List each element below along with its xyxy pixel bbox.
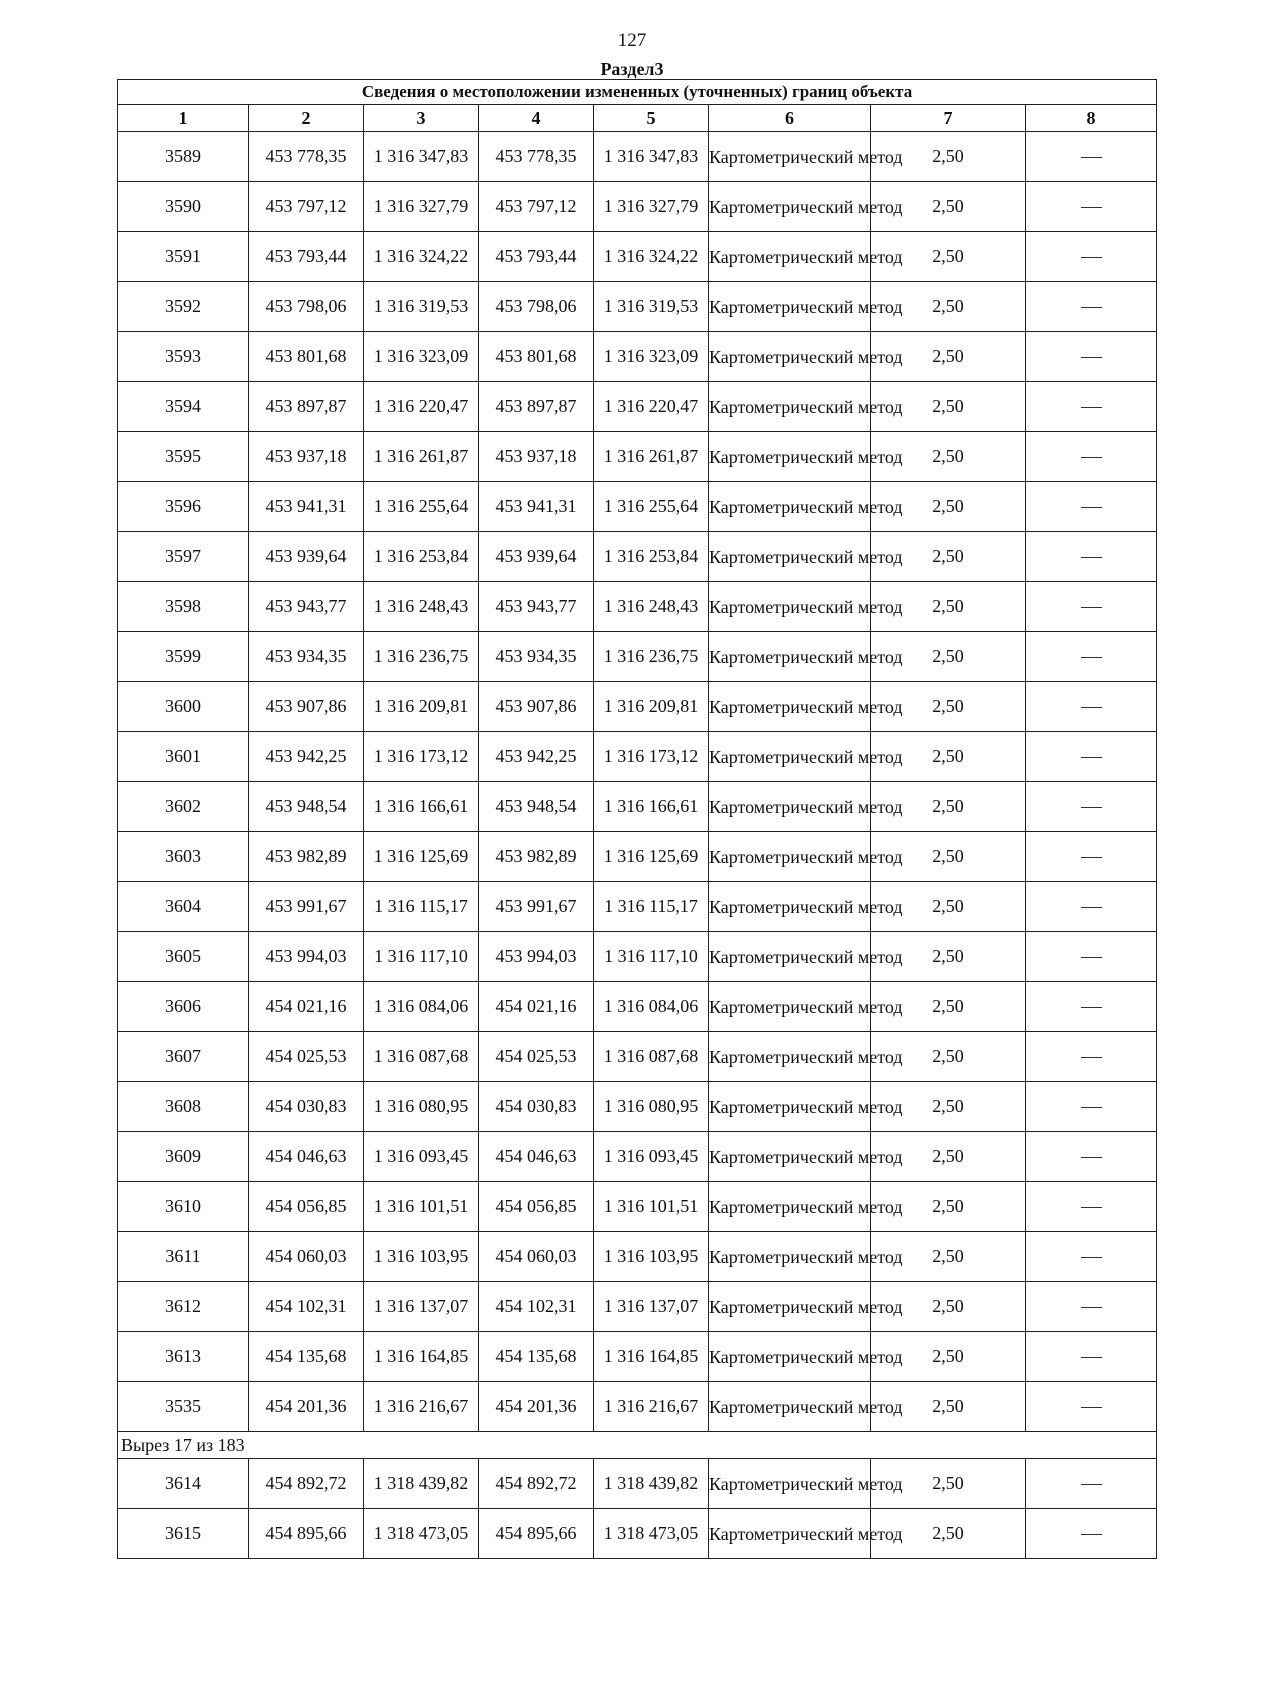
method-cell: Картометрический метод bbox=[709, 682, 871, 732]
accuracy-cell: 2,50 bbox=[871, 1282, 1026, 1332]
x-old-cell: 454 135,68 bbox=[249, 1332, 364, 1382]
description-cell bbox=[1026, 382, 1157, 432]
x-new-cell: 454 056,85 bbox=[479, 1182, 594, 1232]
y-old-cell: 1 316 117,10 bbox=[364, 932, 479, 982]
accuracy-cell: 2,50 bbox=[871, 932, 1026, 982]
table-row bbox=[118, 682, 1157, 732]
method-cell: Картометрический метод bbox=[709, 982, 871, 1032]
x-new-cell: 453 943,77 bbox=[479, 582, 594, 632]
accuracy-cell: 2,50 bbox=[871, 1082, 1026, 1132]
x-new-cell: 453 991,67 bbox=[479, 882, 594, 932]
description-cell bbox=[1026, 632, 1157, 682]
y-old-cell: 1 316 261,87 bbox=[364, 432, 479, 482]
table-title-row bbox=[118, 80, 1157, 105]
y-new-cell: 1 316 080,95 bbox=[594, 1082, 709, 1132]
point-number-cell: 3610 bbox=[118, 1182, 249, 1232]
table-row bbox=[118, 1332, 1157, 1382]
description-cell bbox=[1026, 932, 1157, 982]
x-old-cell: 454 030,83 bbox=[249, 1082, 364, 1132]
dash-mark bbox=[1081, 607, 1102, 608]
accuracy-cell: 2,50 bbox=[871, 582, 1026, 632]
x-new-cell: 454 102,31 bbox=[479, 1282, 594, 1332]
table-row bbox=[118, 782, 1157, 832]
column-header: 5 bbox=[594, 105, 709, 132]
y-old-cell: 1 316 347,83 bbox=[364, 132, 479, 182]
x-new-cell: 454 060,03 bbox=[479, 1232, 594, 1282]
dash-mark bbox=[1081, 1057, 1102, 1058]
y-new-cell: 1 316 117,10 bbox=[594, 932, 709, 982]
y-old-cell: 1 316 327,79 bbox=[364, 182, 479, 232]
x-new-cell: 454 895,66 bbox=[479, 1509, 594, 1559]
description-cell bbox=[1026, 132, 1157, 182]
x-old-cell: 453 948,54 bbox=[249, 782, 364, 832]
dash-mark bbox=[1081, 1007, 1102, 1008]
table-row bbox=[118, 182, 1157, 232]
x-old-cell: 453 793,44 bbox=[249, 232, 364, 282]
x-old-cell: 453 994,03 bbox=[249, 932, 364, 982]
accuracy-cell: 2,50 bbox=[871, 282, 1026, 332]
table-row bbox=[118, 632, 1157, 682]
x-old-cell: 454 025,53 bbox=[249, 1032, 364, 1082]
point-number-cell: 3592 bbox=[118, 282, 249, 332]
accuracy-cell: 2,50 bbox=[871, 832, 1026, 882]
y-new-cell: 1 316 216,67 bbox=[594, 1382, 709, 1432]
description-cell bbox=[1026, 582, 1157, 632]
description-cell bbox=[1026, 1182, 1157, 1232]
point-number-cell: 3589 bbox=[118, 132, 249, 182]
dash-mark bbox=[1081, 1484, 1102, 1485]
point-number-cell: 3535 bbox=[118, 1382, 249, 1432]
description-cell bbox=[1026, 1032, 1157, 1082]
x-old-cell: 453 942,25 bbox=[249, 732, 364, 782]
dash-mark bbox=[1081, 1357, 1102, 1358]
y-new-cell: 1 316 347,83 bbox=[594, 132, 709, 182]
description-cell bbox=[1026, 1382, 1157, 1432]
cutout-label-row bbox=[118, 1432, 1157, 1459]
dash-mark bbox=[1081, 257, 1102, 258]
accuracy-cell: 2,50 bbox=[871, 1132, 1026, 1182]
column-header: 2 bbox=[249, 105, 364, 132]
point-number-cell: 3601 bbox=[118, 732, 249, 782]
y-old-cell: 1 316 324,22 bbox=[364, 232, 479, 282]
point-number-cell: 3597 bbox=[118, 532, 249, 582]
table-row bbox=[118, 1032, 1157, 1082]
point-number-cell: 3614 bbox=[118, 1459, 249, 1509]
x-old-cell: 453 937,18 bbox=[249, 432, 364, 482]
method-cell: Картометрический метод bbox=[709, 432, 871, 482]
description-cell bbox=[1026, 882, 1157, 932]
table-row bbox=[118, 1082, 1157, 1132]
x-new-cell: 454 046,63 bbox=[479, 1132, 594, 1182]
table-row bbox=[118, 432, 1157, 482]
method-cell: Картометрический метод bbox=[709, 632, 871, 682]
table-row bbox=[118, 582, 1157, 632]
y-new-cell: 1 316 087,68 bbox=[594, 1032, 709, 1082]
point-number-cell: 3595 bbox=[118, 432, 249, 482]
accuracy-cell: 2,50 bbox=[871, 732, 1026, 782]
x-new-cell: 453 941,31 bbox=[479, 482, 594, 532]
point-number-cell: 3605 bbox=[118, 932, 249, 982]
x-old-cell: 453 798,06 bbox=[249, 282, 364, 332]
point-number-cell: 3598 bbox=[118, 582, 249, 632]
table-row bbox=[118, 982, 1157, 1032]
x-new-cell: 453 778,35 bbox=[479, 132, 594, 182]
x-old-cell: 453 939,64 bbox=[249, 532, 364, 582]
method-cell: Картометрический метод bbox=[709, 1032, 871, 1082]
y-old-cell: 1 316 166,61 bbox=[364, 782, 479, 832]
point-number-cell: 3609 bbox=[118, 1132, 249, 1182]
x-new-cell: 453 793,44 bbox=[479, 232, 594, 282]
column-header: 8 bbox=[1026, 105, 1157, 132]
accuracy-cell: 2,50 bbox=[871, 232, 1026, 282]
x-old-cell: 453 934,35 bbox=[249, 632, 364, 682]
accuracy-cell: 2,50 bbox=[871, 532, 1026, 582]
method-cell: Картометрический метод bbox=[709, 782, 871, 832]
x-new-cell: 453 907,86 bbox=[479, 682, 594, 732]
point-number-cell: 3606 bbox=[118, 982, 249, 1032]
dash-mark bbox=[1081, 807, 1102, 808]
y-old-cell: 1 316 236,75 bbox=[364, 632, 479, 682]
accuracy-cell: 2,50 bbox=[871, 782, 1026, 832]
column-header: 1 bbox=[118, 105, 249, 132]
y-old-cell: 1 316 125,69 bbox=[364, 832, 479, 882]
dash-mark bbox=[1081, 957, 1102, 958]
y-old-cell: 1 316 137,07 bbox=[364, 1282, 479, 1332]
x-old-cell: 453 943,77 bbox=[249, 582, 364, 632]
y-new-cell: 1 316 101,51 bbox=[594, 1182, 709, 1232]
y-new-cell: 1 316 103,95 bbox=[594, 1232, 709, 1282]
dash-mark bbox=[1081, 1407, 1102, 1408]
description-cell bbox=[1026, 282, 1157, 332]
table-row bbox=[118, 132, 1157, 182]
method-cell: Картометрический метод bbox=[709, 932, 871, 982]
description-cell bbox=[1026, 1282, 1157, 1332]
description-cell bbox=[1026, 532, 1157, 582]
method-cell: Картометрический метод bbox=[709, 532, 871, 582]
column-header: 4 bbox=[479, 105, 594, 132]
x-new-cell: 453 937,18 bbox=[479, 432, 594, 482]
x-old-cell: 453 982,89 bbox=[249, 832, 364, 882]
accuracy-cell: 2,50 bbox=[871, 1509, 1026, 1559]
table-row bbox=[118, 932, 1157, 982]
dash-mark bbox=[1081, 657, 1102, 658]
dash-mark bbox=[1081, 157, 1102, 158]
table-row bbox=[118, 1232, 1157, 1282]
y-new-cell: 1 316 255,64 bbox=[594, 482, 709, 532]
method-cell: Картометрический метод bbox=[709, 882, 871, 932]
y-old-cell: 1 316 173,12 bbox=[364, 732, 479, 782]
x-old-cell: 453 991,67 bbox=[249, 882, 364, 932]
x-old-cell: 454 046,63 bbox=[249, 1132, 364, 1182]
point-number-cell: 3612 bbox=[118, 1282, 249, 1332]
y-new-cell: 1 316 236,75 bbox=[594, 632, 709, 682]
point-number-cell: 3599 bbox=[118, 632, 249, 682]
x-new-cell: 454 201,36 bbox=[479, 1382, 594, 1432]
dash-mark bbox=[1081, 907, 1102, 908]
y-old-cell: 1 316 103,95 bbox=[364, 1232, 479, 1282]
y-new-cell: 1 316 209,81 bbox=[594, 682, 709, 732]
table-title: Сведения о местоположении измененных (уточненных) границ объекта bbox=[118, 80, 1157, 105]
description-cell bbox=[1026, 832, 1157, 882]
table-row bbox=[118, 1182, 1157, 1232]
accuracy-cell: 2,50 bbox=[871, 682, 1026, 732]
dash-mark bbox=[1081, 1157, 1102, 1158]
x-new-cell: 453 897,87 bbox=[479, 382, 594, 432]
x-old-cell: 454 201,36 bbox=[249, 1382, 364, 1432]
y-old-cell: 1 318 473,05 bbox=[364, 1509, 479, 1559]
table-row bbox=[118, 1282, 1157, 1332]
x-new-cell: 453 982,89 bbox=[479, 832, 594, 882]
table-row bbox=[118, 732, 1157, 782]
y-old-cell: 1 316 087,68 bbox=[364, 1032, 479, 1082]
y-new-cell: 1 316 319,53 bbox=[594, 282, 709, 332]
y-old-cell: 1 316 101,51 bbox=[364, 1182, 479, 1232]
point-number-cell: 3604 bbox=[118, 882, 249, 932]
x-new-cell: 454 135,68 bbox=[479, 1332, 594, 1382]
y-new-cell: 1 316 093,45 bbox=[594, 1132, 709, 1182]
column-header-row bbox=[118, 105, 1157, 132]
accuracy-cell: 2,50 bbox=[871, 982, 1026, 1032]
accuracy-cell: 2,50 bbox=[871, 632, 1026, 682]
method-cell: Картометрический метод bbox=[709, 1332, 871, 1382]
x-new-cell: 453 934,35 bbox=[479, 632, 594, 682]
x-new-cell: 454 892,72 bbox=[479, 1459, 594, 1509]
page-number: 127 bbox=[617, 30, 647, 51]
dash-mark bbox=[1081, 1534, 1102, 1535]
x-new-cell: 453 939,64 bbox=[479, 532, 594, 582]
point-number-cell: 3594 bbox=[118, 382, 249, 432]
y-new-cell: 1 316 324,22 bbox=[594, 232, 709, 282]
x-old-cell: 453 801,68 bbox=[249, 332, 364, 382]
table-row bbox=[118, 882, 1157, 932]
method-cell: Картометрический метод bbox=[709, 1282, 871, 1332]
dash-mark bbox=[1081, 1107, 1102, 1108]
dash-mark bbox=[1081, 207, 1102, 208]
dash-mark bbox=[1081, 407, 1102, 408]
method-cell: Картометрический метод bbox=[709, 182, 871, 232]
x-new-cell: 454 021,16 bbox=[479, 982, 594, 1032]
method-cell: Картометрический метод bbox=[709, 132, 871, 182]
table-row bbox=[118, 332, 1157, 382]
method-cell: Картометрический метод bbox=[709, 1459, 871, 1509]
accuracy-cell: 2,50 bbox=[871, 1459, 1026, 1509]
description-cell bbox=[1026, 732, 1157, 782]
x-new-cell: 453 801,68 bbox=[479, 332, 594, 382]
description-cell bbox=[1026, 1132, 1157, 1182]
point-number-cell: 3596 bbox=[118, 482, 249, 532]
description-cell bbox=[1026, 782, 1157, 832]
x-old-cell: 453 778,35 bbox=[249, 132, 364, 182]
dash-mark bbox=[1081, 507, 1102, 508]
table-row bbox=[118, 282, 1157, 332]
x-new-cell: 453 798,06 bbox=[479, 282, 594, 332]
dash-mark bbox=[1081, 757, 1102, 758]
table-row bbox=[118, 382, 1157, 432]
point-number-cell: 3608 bbox=[118, 1082, 249, 1132]
y-new-cell: 1 316 323,09 bbox=[594, 332, 709, 382]
method-cell: Картометрический метод bbox=[709, 1082, 871, 1132]
x-old-cell: 453 897,87 bbox=[249, 382, 364, 432]
y-new-cell: 1 316 166,61 bbox=[594, 782, 709, 832]
y-old-cell: 1 316 255,64 bbox=[364, 482, 479, 532]
point-number-cell: 3603 bbox=[118, 832, 249, 882]
table-row bbox=[118, 1509, 1157, 1559]
column-header: 7 bbox=[871, 105, 1026, 132]
description-cell bbox=[1026, 482, 1157, 532]
method-cell: Картометрический метод bbox=[709, 1509, 871, 1559]
x-new-cell: 454 025,53 bbox=[479, 1032, 594, 1082]
y-new-cell: 1 316 115,17 bbox=[594, 882, 709, 932]
description-cell bbox=[1026, 232, 1157, 282]
y-old-cell: 1 316 093,45 bbox=[364, 1132, 479, 1182]
y-old-cell: 1 316 253,84 bbox=[364, 532, 479, 582]
point-number-cell: 3590 bbox=[118, 182, 249, 232]
method-cell: Картометрический метод bbox=[709, 382, 871, 432]
dash-mark bbox=[1081, 1257, 1102, 1258]
description-cell bbox=[1026, 432, 1157, 482]
method-cell: Картометрический метод bbox=[709, 282, 871, 332]
x-new-cell: 453 994,03 bbox=[479, 932, 594, 982]
method-cell: Картометрический метод bbox=[709, 232, 871, 282]
y-new-cell: 1 318 439,82 bbox=[594, 1459, 709, 1509]
method-cell: Картометрический метод bbox=[709, 1382, 871, 1432]
x-new-cell: 453 948,54 bbox=[479, 782, 594, 832]
point-number-cell: 3602 bbox=[118, 782, 249, 832]
coordinates-table bbox=[117, 79, 1157, 1559]
y-old-cell: 1 316 164,85 bbox=[364, 1332, 479, 1382]
table-row bbox=[118, 232, 1157, 282]
method-cell: Картометрический метод bbox=[709, 1232, 871, 1282]
y-old-cell: 1 316 319,53 bbox=[364, 282, 479, 332]
dash-mark bbox=[1081, 457, 1102, 458]
y-old-cell: 1 318 439,82 bbox=[364, 1459, 479, 1509]
y-new-cell: 1 316 173,12 bbox=[594, 732, 709, 782]
point-number-cell: 3615 bbox=[118, 1509, 249, 1559]
description-cell bbox=[1026, 1232, 1157, 1282]
y-new-cell: 1 316 261,87 bbox=[594, 432, 709, 482]
x-old-cell: 454 895,66 bbox=[249, 1509, 364, 1559]
column-header: 3 bbox=[364, 105, 479, 132]
y-old-cell: 1 316 209,81 bbox=[364, 682, 479, 732]
cutout-label: Вырез 17 из 183 bbox=[118, 1432, 1157, 1459]
x-old-cell: 453 907,86 bbox=[249, 682, 364, 732]
description-cell bbox=[1026, 1459, 1157, 1509]
description-cell bbox=[1026, 332, 1157, 382]
y-new-cell: 1 316 327,79 bbox=[594, 182, 709, 232]
accuracy-cell: 2,50 bbox=[871, 1382, 1026, 1432]
dash-mark bbox=[1081, 557, 1102, 558]
table-row bbox=[118, 482, 1157, 532]
column-header: 6 bbox=[709, 105, 871, 132]
y-new-cell: 1 316 084,06 bbox=[594, 982, 709, 1032]
table-row bbox=[118, 832, 1157, 882]
accuracy-cell: 2,50 bbox=[871, 882, 1026, 932]
y-old-cell: 1 316 248,43 bbox=[364, 582, 479, 632]
y-old-cell: 1 316 084,06 bbox=[364, 982, 479, 1032]
y-new-cell: 1 316 137,07 bbox=[594, 1282, 709, 1332]
accuracy-cell: 2,50 bbox=[871, 1232, 1026, 1282]
x-new-cell: 454 030,83 bbox=[479, 1082, 594, 1132]
dash-mark bbox=[1081, 357, 1102, 358]
y-new-cell: 1 316 164,85 bbox=[594, 1332, 709, 1382]
table-row bbox=[118, 532, 1157, 582]
x-old-cell: 454 892,72 bbox=[249, 1459, 364, 1509]
x-old-cell: 453 797,12 bbox=[249, 182, 364, 232]
point-number-cell: 3600 bbox=[118, 682, 249, 732]
method-cell: Картометрический метод bbox=[709, 482, 871, 532]
x-old-cell: 454 102,31 bbox=[249, 1282, 364, 1332]
method-cell: Картометрический метод bbox=[709, 732, 871, 782]
point-number-cell: 3593 bbox=[118, 332, 249, 382]
description-cell bbox=[1026, 1509, 1157, 1559]
point-number-cell: 3607 bbox=[118, 1032, 249, 1082]
y-old-cell: 1 316 115,17 bbox=[364, 882, 479, 932]
section-title: Раздел3 bbox=[600, 59, 664, 79]
y-new-cell: 1 316 248,43 bbox=[594, 582, 709, 632]
dash-mark bbox=[1081, 307, 1102, 308]
method-cell: Картометрический метод bbox=[709, 1182, 871, 1232]
method-cell: Картометрический метод bbox=[709, 832, 871, 882]
y-new-cell: 1 316 220,47 bbox=[594, 382, 709, 432]
y-old-cell: 1 316 220,47 bbox=[364, 382, 479, 432]
y-old-cell: 1 316 080,95 bbox=[364, 1082, 479, 1132]
accuracy-cell: 2,50 bbox=[871, 332, 1026, 382]
description-cell bbox=[1026, 982, 1157, 1032]
x-old-cell: 453 941,31 bbox=[249, 482, 364, 532]
accuracy-cell: 2,50 bbox=[871, 1332, 1026, 1382]
method-cell: Картометрический метод bbox=[709, 1132, 871, 1182]
y-old-cell: 1 316 323,09 bbox=[364, 332, 479, 382]
x-new-cell: 453 942,25 bbox=[479, 732, 594, 782]
table-row bbox=[118, 1132, 1157, 1182]
x-old-cell: 454 056,85 bbox=[249, 1182, 364, 1232]
table-row bbox=[118, 1459, 1157, 1509]
accuracy-cell: 2,50 bbox=[871, 1032, 1026, 1082]
x-old-cell: 454 060,03 bbox=[249, 1232, 364, 1282]
description-cell bbox=[1026, 1082, 1157, 1132]
method-cell: Картометрический метод bbox=[709, 332, 871, 382]
accuracy-cell: 2,50 bbox=[871, 382, 1026, 432]
description-cell bbox=[1026, 1332, 1157, 1382]
y-new-cell: 1 316 253,84 bbox=[594, 532, 709, 582]
y-new-cell: 1 318 473,05 bbox=[594, 1509, 709, 1559]
accuracy-cell: 2,50 bbox=[871, 432, 1026, 482]
description-cell bbox=[1026, 682, 1157, 732]
x-new-cell: 453 797,12 bbox=[479, 182, 594, 232]
dash-mark bbox=[1081, 857, 1102, 858]
description-cell bbox=[1026, 182, 1157, 232]
point-number-cell: 3591 bbox=[118, 232, 249, 282]
y-old-cell: 1 316 216,67 bbox=[364, 1382, 479, 1432]
x-old-cell: 454 021,16 bbox=[249, 982, 364, 1032]
accuracy-cell: 2,50 bbox=[871, 482, 1026, 532]
point-number-cell: 3611 bbox=[118, 1232, 249, 1282]
method-cell: Картометрический метод bbox=[709, 582, 871, 632]
dash-mark bbox=[1081, 707, 1102, 708]
point-number-cell: 3613 bbox=[118, 1332, 249, 1382]
dash-mark bbox=[1081, 1207, 1102, 1208]
dash-mark bbox=[1081, 1307, 1102, 1308]
accuracy-cell: 2,50 bbox=[871, 1182, 1026, 1232]
table-row bbox=[118, 1382, 1157, 1432]
accuracy-cell: 2,50 bbox=[871, 182, 1026, 232]
accuracy-cell: 2,50 bbox=[871, 132, 1026, 182]
y-new-cell: 1 316 125,69 bbox=[594, 832, 709, 882]
